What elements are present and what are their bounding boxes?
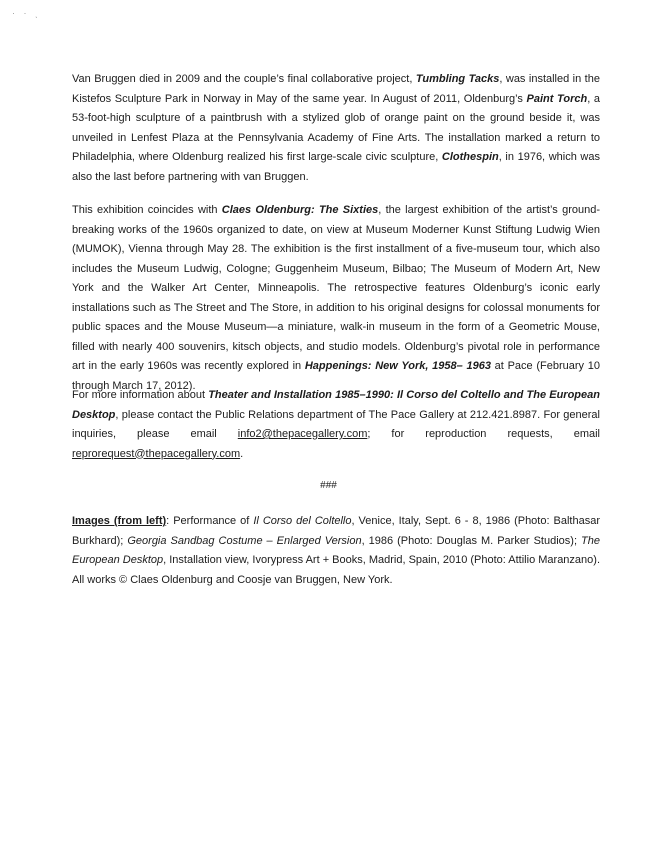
text-run: at Pace (February 10 through March 17, 2012). — [72, 360, 601, 392]
work-title: Il Corso del Coltello — [253, 515, 352, 527]
section-separator: ### — [320, 480, 337, 491]
paragraph-exhibition — [72, 201, 600, 396]
work-title: Georgia Sandbag Costume – Enlarged Version — [127, 534, 362, 547]
scan-specks: · · ˎ — [12, 8, 41, 18]
paragraph-contact — [72, 386, 600, 464]
work-title: Tumbling Tacks — [415, 73, 500, 85]
text-run: , the largest exhibition of the artist’s ground-breaking works of the 1960s organized to date, on view at Museum Moderner Kunst Stiftung Ludwig Wien (MUMOK), Vienna through May 28. The exhibition is the first installment of a five-museum tour, which also includes the Museum Ludwig, Cologne; Guggenheim Museum, Bilbao; The Museum of Modern Art, New York and the Walker Art Center, Minneapolis. The retrospective features Oldenburg’s iconic early installations such as The Street and The Store, in addition to his original designs for colossal monuments for public spaces and the Mouse Museum—a miniature, walk-in museum in the form of a Geometric Mouse, filled with nearly 400 souvenirs, kitsch objects, and studio models. Oldenburg’s pivotal role in performance art in the early 1960s was recently explored in — [72, 204, 600, 372]
text-run: Van Bruggen died in 2009 and the couple’s final collaborative project, — [72, 73, 416, 85]
text-run: , was installed in the Kistefos Sculpture Park in Norway in May of the same year. In August of 2011, Oldenburg’s — [72, 73, 600, 105]
paragraph-tumbling-tacks — [72, 70, 600, 187]
text-run: , a 53-foot-high sculpture of a paintbrush with a stylized glob of orange paint on the ground beside it, was unveiled in Lenfest Plaza at the Pennsylvania Academy of Fine Arts. The installation marked a return to Philadelphia, where Oldenburg realized his first large-scale civic sculpture, — [72, 92, 600, 163]
text-run: , 1986 (Photo: Douglas M. Parker Studios); — [361, 534, 582, 547]
work-title: Paint Torch — [526, 92, 588, 105]
email-link-repro[interactable]: reprorequest@thepacegallery.com — [72, 447, 241, 460]
exhibition-title: Happenings: New York, 1958– 1963 — [304, 360, 491, 372]
text-run: ; for reproduction requests, email — [367, 428, 600, 440]
text-run: : Performance of — [166, 515, 254, 527]
exhibition-title: Claes Oldenburg: The Sixties — [221, 204, 379, 216]
email-link-info[interactable]: info2@thepacegallery.com — [237, 428, 368, 440]
text-run: , in 1976, which was also the last before partnering with van Bruggen. — [72, 151, 600, 183]
text-run: . — [240, 447, 244, 460]
text-run: For more information about — [72, 389, 209, 401]
work-title: The European Desktop — [72, 534, 600, 566]
exhibition-title: Theater and Installation 1985–1990: Il Corso del Coltello and The European Desktop — [72, 389, 600, 421]
work-title: Clothespin — [441, 151, 499, 163]
paragraph-image-credits — [72, 512, 600, 590]
text-run: This exhibition coincides with — [72, 204, 222, 216]
text-run: , please contact the Public Relations department of The Pace Gallery at 212.421.8987. For general inquiries, please email — [72, 408, 600, 440]
text-run: , Venice, Italy, Sept. 6 - 8, 1986 (Photo: Balthasar Burkhard); — [72, 515, 600, 547]
text-run: , Installation view, Ivorypress Art + Books, Madrid, Spain, 2010 (Photo: Attilio Maranzano). All works © Claes Oldenburg and Coosje van Bruggen, New York. — [72, 554, 600, 586]
image-credits-heading: Images (from left) — [72, 515, 167, 527]
